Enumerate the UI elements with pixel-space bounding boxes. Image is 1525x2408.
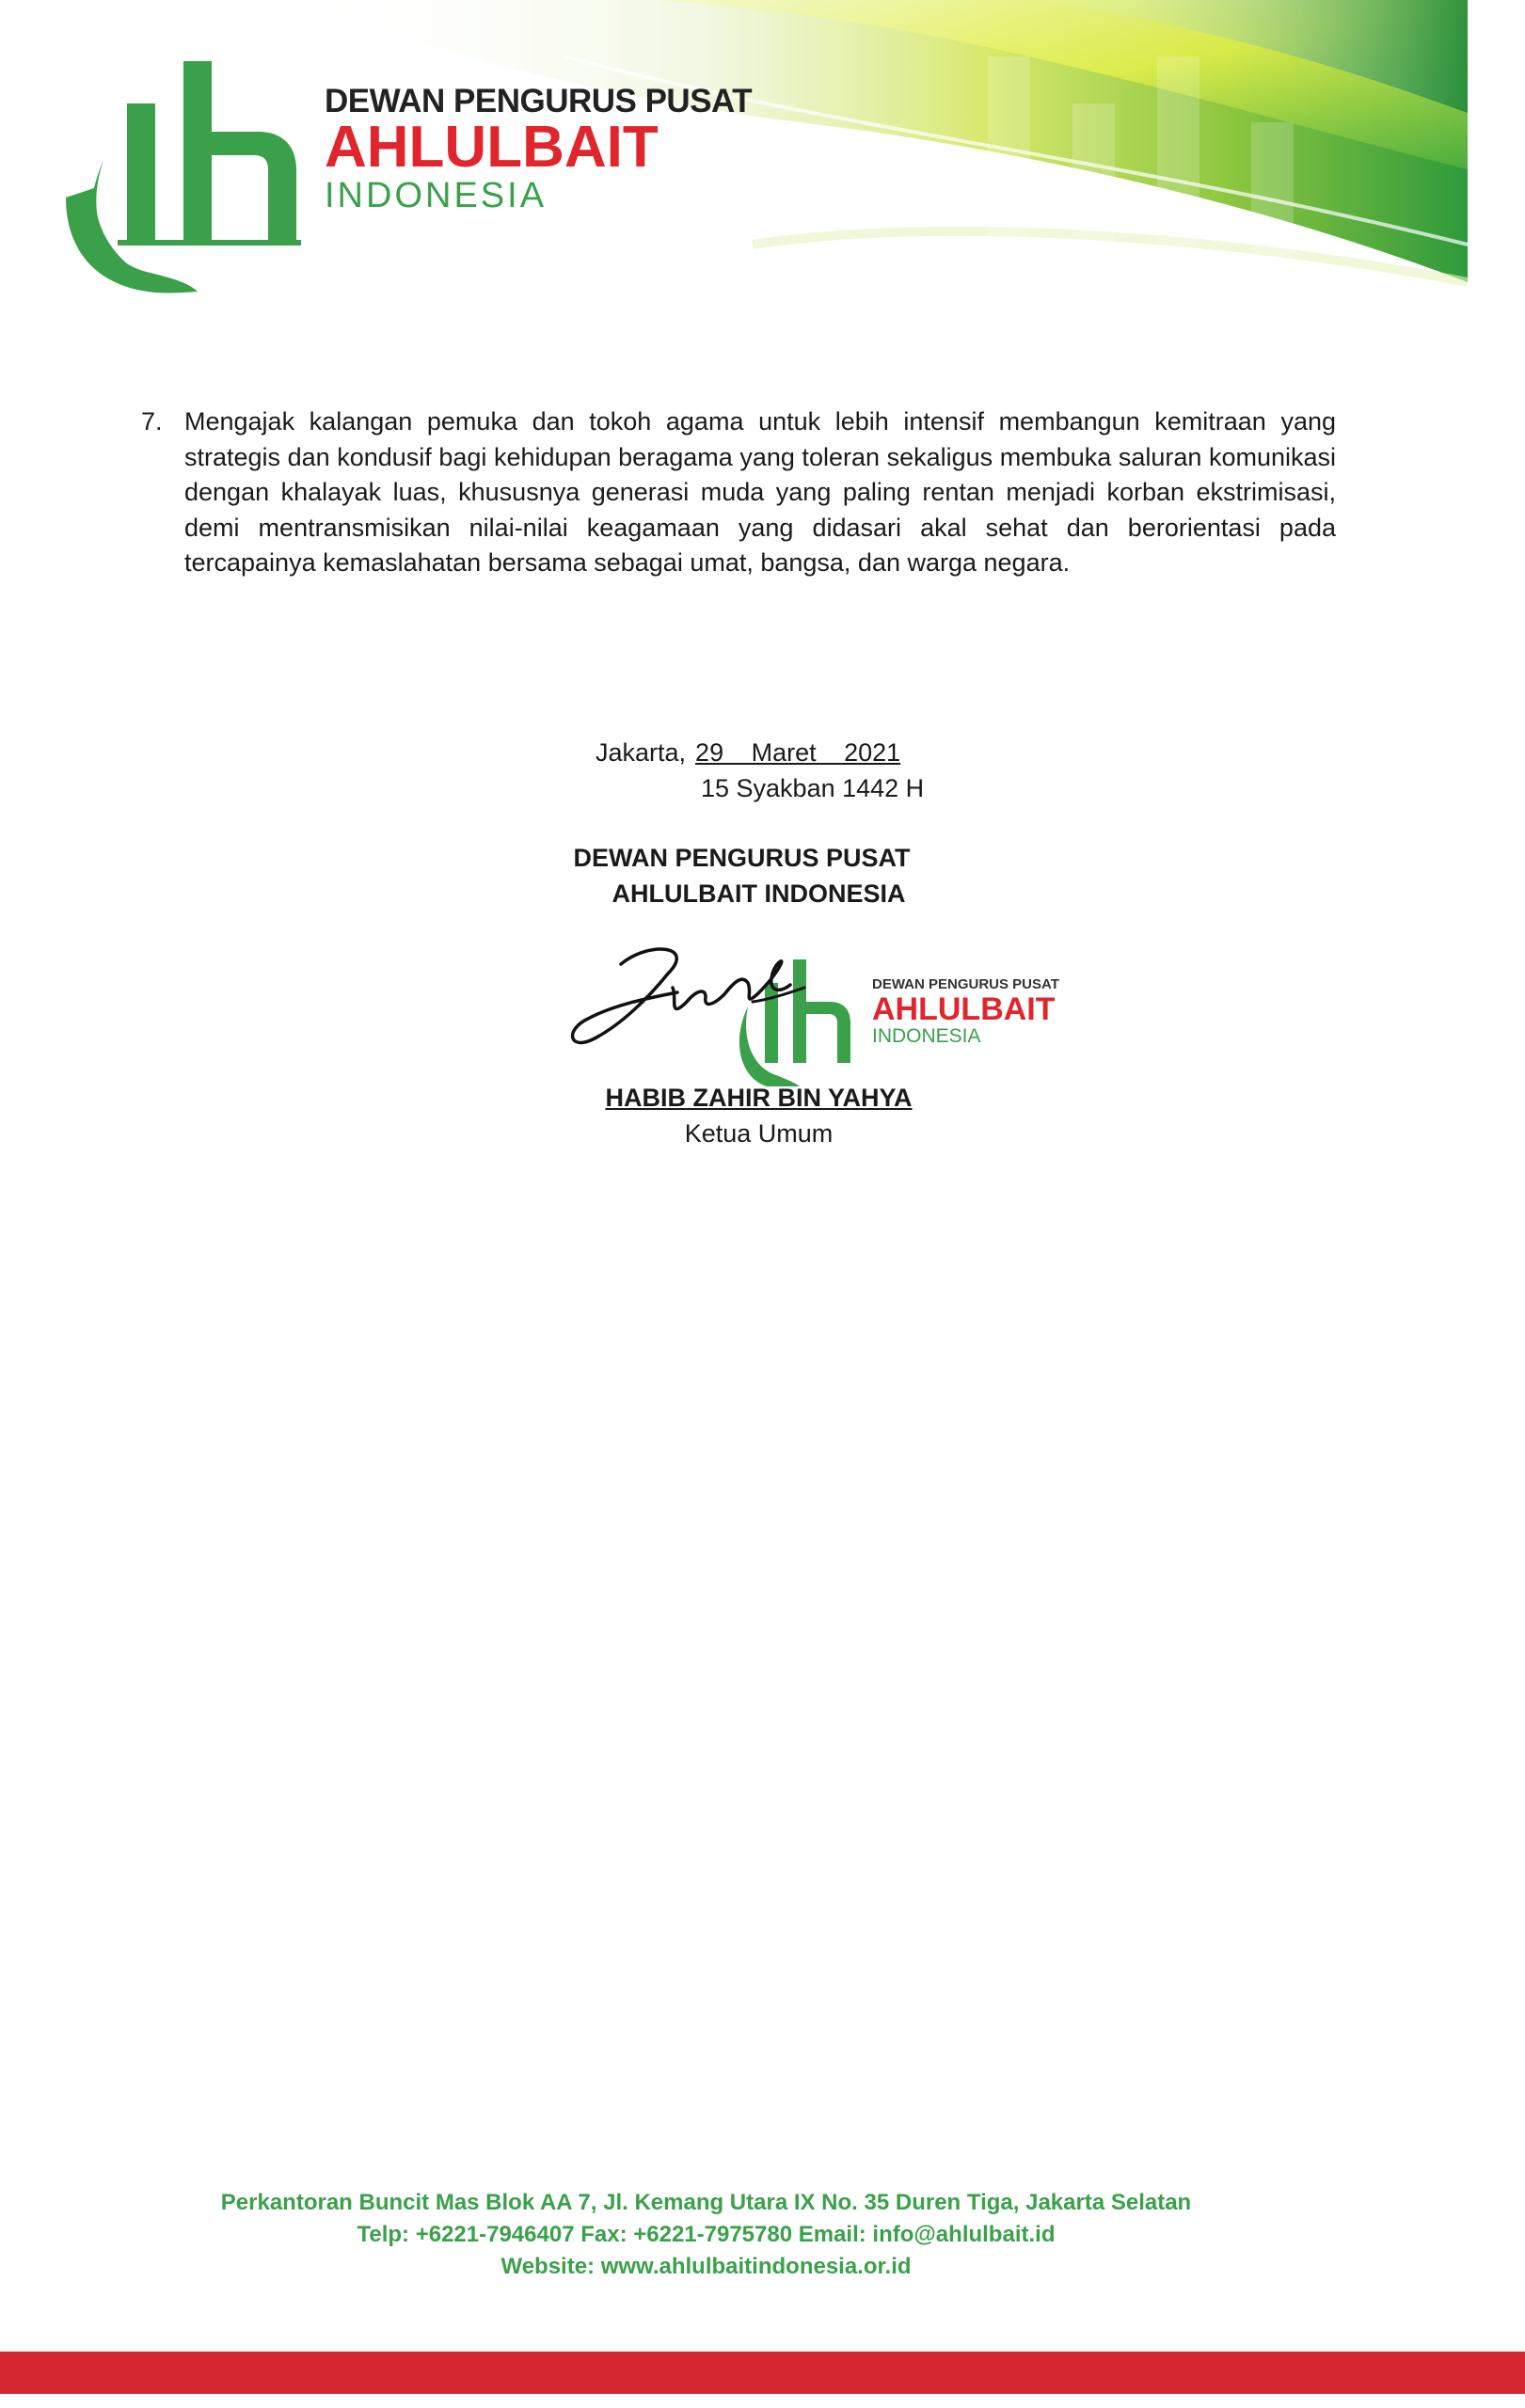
stamp-line1: DEWAN PENGURUS PUSAT — [872, 976, 1059, 992]
paragraph-number: 7. — [141, 407, 163, 436]
footer-red-bar — [0, 2352, 1525, 2394]
signature-org-line2: AHLULBAIT INDONESIA — [612, 879, 906, 908]
paragraph-text: Mengajak kalangan pemuka dan tokoh agama untuk lebih intensif membangun kemitraan yang strategis dan kondusif bagi kehidupan beragama yang toleran sekaligus membuka saluran komunikasi dengan khalayak luas, khususnya generasi muda yang paling rentan menjadi korban ekstrimisasi, demi mentransmisikan nilai-nilai keagamaan yang didasari akal sehat dan berorientasi pada tercapainya kemaslahatan bersama sebagai umat, bangsa, dan warga negara. — [184, 407, 1336, 577]
letterhead-org-line1: DEWAN PENGURUS PUSAT — [325, 83, 753, 119]
letterhead-org-line3: INDONESIA — [325, 176, 548, 215]
place: Jakarta, — [596, 738, 687, 767]
signer-title: Ketua Umum — [684, 1119, 834, 1148]
signer-name: HABIB ZAHIR BIN YAHYA — [605, 1084, 913, 1112]
footer-contact: Telp: +6221-7946407 Fax: +6221-7975780 Email: info@ahlulbait.id — [357, 2222, 1056, 2247]
stamp-line2: AHLULBAIT — [872, 991, 1056, 1027]
hijri-date: 15 Syakban 1442 H — [701, 774, 925, 802]
signature-org-line1: DEWAN PENGURUS PUSAT — [573, 844, 911, 872]
stamp-line3: INDONESIA — [872, 1025, 981, 1047]
footer-website: Website: www.ahlulbaitindonesia.or.id — [500, 2254, 912, 2279]
letterhead-logo-text — [325, 83, 752, 214]
stamp-text — [872, 976, 1059, 1048]
place-date — [596, 738, 900, 768]
date: 29 Maret 2021 — [695, 738, 901, 767]
letterhead-org-line2: AHLULBAIT — [325, 115, 659, 180]
letterhead — [0, 0, 1525, 348]
letterhead-swoosh-background — [0, 0, 1525, 348]
footer-address: Perkantoran Buncit Mas Blok AA 7, Jl. Kemang Utara IX No. 35 Duren Tiga, Jakarta Selatan — [220, 2190, 1192, 2215]
ahlulbait-logo-icon — [66, 61, 301, 293]
stamp-logo-icon — [739, 959, 850, 1086]
